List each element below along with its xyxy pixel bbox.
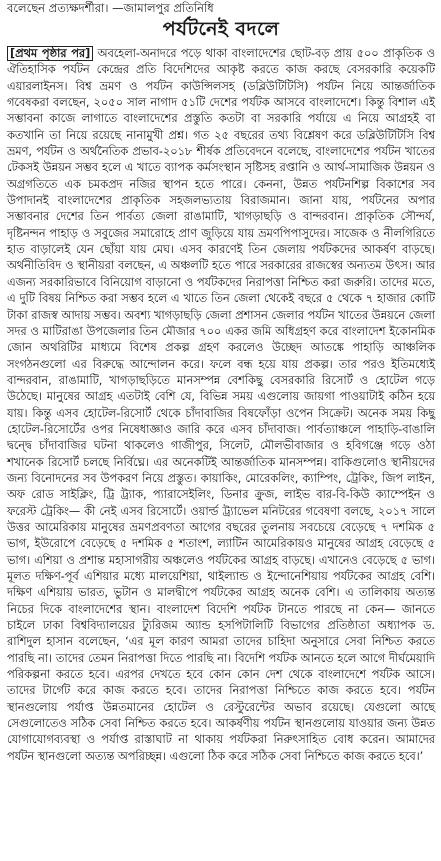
correspondent-credit: —জামালপুর প্রতিনিধি bbox=[108, 1, 214, 15]
article-body bbox=[7, 46, 435, 765]
previous-article-tail bbox=[7, 1, 435, 15]
article-headline: পর্যটনেই বদলে bbox=[162, 18, 280, 40]
previous-article-quote-end: বলেছেন প্রত্যক্ষদর্শীরা। bbox=[7, 1, 109, 15]
article-text: অবহেলা-অনাদরে পড়ে থাকা বাংলাদেশের ছোট-বড় প্রায় ৫০০ প্রাকৃতিক ও ঐতিহাসিক পর্যটন কেন্দ্রের প্রতি বিদেশিদের আকৃষ্ট করতে কাজ করছে বেসরকারি কয়েকটি এয়ারলাইনস। বিশ্ব ভ্রমণ ও পর্যটন কাউন্সিলসহ (ডব্লিউটিটিসি) পর্যটন নিয়ে আন্তর্জাতিক গবেষকরা বলছেন, ২০৫০ সাল নাগাদ ৫১টি দেশের পর্যটক আসবে বাংলাদেশে। কিন্তু বিশাল এই সম্ভাবনা কাজে লাগাতে বাংলাদেশের প্রস্তুতি কতটা বা সরকারি পর্যায়ে এ নিয়ে আগ্রহই বা কতখানি তা নিয়ে রয়েছে নানামুখী প্রশ্ন। গত ২৫ বছরের তথ্য বিশ্লেষণ করে ডব্লিউটিটিসি বিশ্ব ভ্রমণ, পর্যটন ও অর্থনৈতিক প্রভাব-২০১৮ শীর্ষক প্রতিবেদনে বলেছে, বাংলাদেশের পর্যটন খাতের টেকসই উন্নয়ন সম্ভব হলে এ খাতে ব্যাপক কর্মসংস্থান সৃষ্টিসহ রপ্তানি ও আর্থ-সামাজিক উন্নয়ন ও অগ্রগতিতে এক চমকপ্রদ নজির স্থাপন হতে পারে। কেননা, উন্নত পর্যটনশিল্প বিকাশের সব উপাদানই বাংলাদেশের প্রাকৃতিক সহজলভ্যতায় বিরাজমান। জানা যায়, পর্যটনের অপার সম্ভাবনার দেশের তিন পার্বত্য জেলা রাঙামাটি, খাগড়াছড়ি ও বান্দরবান। প্রাকৃতিক সৌন্দর্য, দৃষ্টিনন্দন পাহাড় ও সবুজের সমারোহে প্রাণ জুড়িয়ে যায় ভ্রমণপিপাসুদের। সাজেক ও নীলগিরিতে হাত বাড়ালেই যেন ছোঁয়া যায় মেঘ। এসব কারণেই তিন জেলায় পর্যটকদের আকর্ষণ বাড়ছে। অর্থনীতিবিদ ও স্থানীয়রা বলছেন, এ অঞ্চলটি হতে পারে সরকারের রাজস্বের অন্যতম উৎস। আর এজন্য সরকারিভাবে বিনিয়োগ বাড়ানো ও পর্যটকদের নিরাপত্তা নিশ্চিত করা জরুরি। তাদের মতে, এ দুটি বিষয় নিশ্চিত করা সম্ভব হলে এ খাতে তিন জেলা থেকেই বছরে ৫ থেকে ৭ হাজার কোটি টাকা রাজস্ব আদায় সম্ভব। অবশ্য খাগড়াছড়ি জেলা প্রশাসন জেলার পর্যটন খাতের উন্নয়নে জেলা সদর ও মাটিরাঙা উপজেলার তিন মৌজার ৭০০ একর জমি অধিগ্রহণ করে বাংলাদেশ ইকোনমিক জোন অথরিটির মাধ্যমে বিশেষ প্রকল্প গ্রহণ করলেও উচ্ছেদ আতঙ্কে পাহাড়ি আঞ্চলিক সংগঠনগুলো এর বিরুদ্ধে আন্দোলন করে। ফলে বন্ধ হয়ে যায় প্রকল্প। তার পরও ইতিমধ্যেই বান্দরবান, রাঙামাটি, খাগড়াছড়িতে মানসম্পন্ন বেশকিছু বেসরকারি রিসোর্ট ও হোটেল গড়ে উঠেছে। মানুষের আগ্রহ এতটাই বেশি যে, বিভিন্ন সময় এগুলোয় জায়গা পাওয়াটাই কঠিন হয়ে যায়। কিন্তু এসব হোটেল-রিসোর্ট থেকে চাঁদাবাজির বিষফোঁড়া ওপেন সিক্রেট। অনেক সময় কিছু হোটেল-রিসোর্টের ওপর নিষেধাজ্ঞাও জারি করে এসব চাঁদাবাজ। পার্বত্যাঞ্চলে পাহাড়ি-বাঙালি দ্বন্দ্বে চাঁদাবাজির ঘটনা থাকলেও গাজীপুর, সিলেট, মৌলভীবাজার ও হবিগঞ্জে গড়ে ওঠা শখানেক রিসোর্ট চলছে নির্বিঘ্নে। এর অনেকটিই আন্তর্জাতিক মানসম্পন্ন। বাকিগুলোও স্থানীয়দের জন্য বিনোদনের সব উপকরণ নিয়ে প্রস্তুত। কায়াকিং, মোরেকলিং, ক্যাম্পিং, ট্রেকিং, জিপ লাইন, অফ রোড সাইক্লিং, ট্রি ট্র্যাক, প্যারাসেইলিং, ডিনার ক্রুজ, লাইভ বার-বি-কিউ ক্যাম্পেইন ও ফরেস্ট ট্রেকিং— কী নেই এসব রিসোর্টে। ওয়ার্ল্ড ট্র্যাভেল মনিটরের গবেষণা বলছে, ২০১৭ সালে উত্তর আমেরিকায় মানুষের ভ্রমণপ্রবণতা আগের বছরের তুলনায় সবচেয়ে বেড়েছে ৭ দশমিক ৫ ভাগ, ইউরোপে বেড়েছে ৫ দশমিক ৫ শতাংশ, ল্যাটিন আমেরিকায়ও মানুষের আগ্রহ বেড়েছে ৫ ভাগ। এশিয়া ও প্রশান্ত মহাসাগরীয় অঞ্চলেও পর্যটকের আগ্রহ বাড়ছে। এখানেও বেড়েছে ৫ ভাগ। মূলত দক্ষিণ-পূর্ব এশিয়ার মধ্যে মালয়েশিয়া, থাইল্যান্ড ও ইন্দোনেশিয়ায় পর্যটকের আগ্রহ বেশি। দক্ষিণ এশিয়ায় ভারত, ভুটান ও মালদ্বীপে পর্যটকের আগ্রহ অনেক বেশি। এ তালিকায় অত্যন্ত নিচের দিকে বাংলাদেশের স্থান। বাংলাদেশ বিদেশি পর্যটক টানতে পারছে না কেন— জানতে চাইলে ঢাকা বিশ্ববিদ্যালয়ের ট্যুরিজম অ্যান্ড হসপিটালিটি বিভাগের প্রতিষ্ঠাতা অধ্যাপক ড. রাশিদুল হাসান বলেছেন, ‘এর মূল কারণ আমরা তাদের চাহিদা অনুসারে সেবা নিশ্চিত করতে পারছি না। তাদের তেমন নিরাপত্তা দিতে পারছি না। বিদেশি পর্যটক আনতে হলে আগে দীর্ঘমেয়াদি পরিকল্পনা করতে হবে। এরপর দেখতে হবে কোন কোন দেশ থেকে বাংলাদেশে পর্যটক আসে। তাদের টার্গেট করে কাজ করতে হবে। তাদের নিরাপত্তা নিশ্চিতে কাজ করতে হবে। পর্যটন স্থানগুলোয় পর্যাপ্ত উন্নতমানের হোটেল ও রেস্টুরেন্টের অভাব রয়েছে। যেগুলো আছে সেগুলোতেও সঠিক সেবা নিশ্চিত করতে হবে। আকর্ষণীয় পর্যটন স্থানগুলোয় যাওয়ার জন্য উন্নত যোগাযোগব্যবস্থা ও পর্যাপ্ত রাস্তাঘাট না থাকায় পর্যটকরা নিরুৎসাহিত বোধ করেন। আমাদের পর্যটন স্থানগুলো অত্যন্ত অপরিচ্ছন্ন। এগুলো ঠিক করে সঠিক সেবা নিশ্চিতে কাজ করতে হবে।’ bbox=[7, 47, 435, 763]
continued-from-front-page-tag: [প্রথম পৃষ্ঠার পর] bbox=[7, 46, 93, 61]
